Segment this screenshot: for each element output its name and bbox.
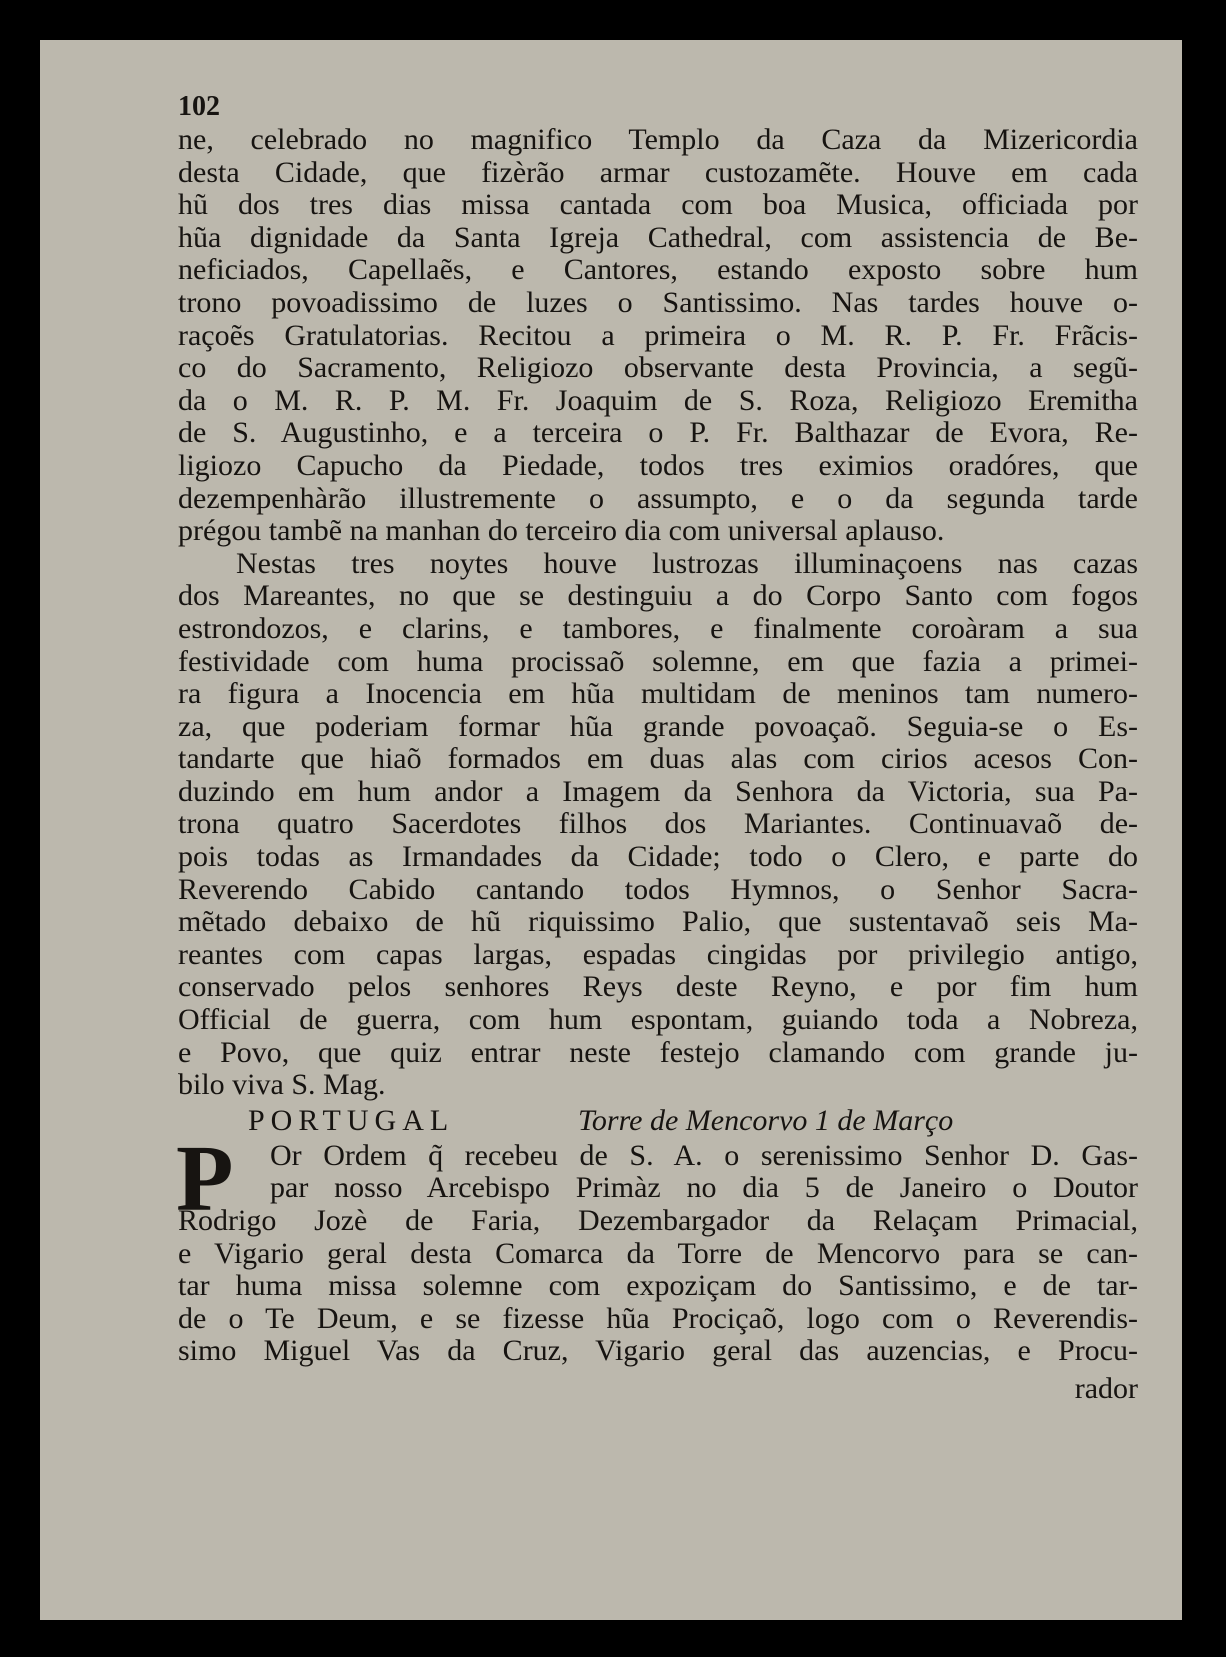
text-line: de o Te Deum, e se fizesse hũa Prociçaõ, logo com o Reverendis- <box>178 1301 1138 1335</box>
text-line: tandarte que hiaõ formados em duas alas com cirios acesos Con- <box>178 742 1138 776</box>
text-line: ligiozo Capucho da Piedade, todos tres eximios oradóres, que <box>178 448 1138 482</box>
dateline-place-date: Torre de Mencorvo 1 de Março <box>578 1103 954 1137</box>
text-line: e Vigario geral desta Comarca da Torre de Mencorvo para se can- <box>178 1236 1138 1270</box>
drop-cap: P <box>176 1126 234 1231</box>
dateline-country: PORTUGAL <box>248 1103 455 1137</box>
text-line: estrondozos, e clarins, e tambores, e finalmente coroàram a sua <box>178 611 1138 645</box>
text-line: hũ dos tres dias missa cantada com boa Musica, officiada por <box>178 188 1138 222</box>
text-line: prégou tambẽ na manhan do terceiro dia com universal aplauso. <box>178 514 945 548</box>
text-line: conservado pelos senhores Reys deste Reyno, e por fim hum <box>178 970 1138 1004</box>
page-number: 102 <box>178 91 220 122</box>
book-page <box>40 40 1182 1620</box>
text-line: e Povo, que quiz entrar neste festejo clamando com grande ju- <box>178 1035 1138 1069</box>
text-line: ra figura a Inocencia em hũa multidam de meninos tam numero- <box>178 677 1138 711</box>
text-line: tar huma missa solemne com expoziçam do Santissimo, e de tar- <box>178 1269 1138 1303</box>
text-line: co do Sacramento, Religiozo observante desta Provincia, a segũ- <box>178 351 1138 385</box>
text-line: trono povoadissimo de luzes o Santissimo. Nas tardes houve o- <box>178 285 1138 319</box>
paragraph-1 <box>132 123 1138 548</box>
text-line: mẽtado debaixo de hũ riquissimo Palio, que sustentavaõ seis Ma- <box>178 905 1138 939</box>
text-line: Nestas tres noytes houve lustrozas illuminaçoens nas cazas <box>236 546 1138 580</box>
text-line: dos Mareantes, no que se destinguiu a do Corpo Santo com fogos <box>178 579 1138 613</box>
text-line: festividade com huma procissaõ solemne, em que fazia a primei- <box>178 644 1138 678</box>
text-line: ne, celebrado no magnifico Templo da Caza da Mizericordia <box>178 123 1138 156</box>
text-line: hũa dignidade da Santa Igreja Cathedral, com assistencia de Be- <box>178 220 1138 254</box>
text-line: raçoẽs Gratulatorias. Recitou a primeira o M. R. P. Fr. Frãcis- <box>178 318 1138 352</box>
catchword: rador <box>1074 1371 1138 1405</box>
text-line: da o M. R. P. M. Fr. Joaquim de S. Roza, Religiozo Eremitha <box>178 383 1138 417</box>
text-line: par nosso Arcebispo Primàz no dia 5 de Janeiro o Doutor <box>270 1171 1138 1205</box>
text-line: trona quatro Sacerdotes filhos dos Mariantes. Continuavaõ de- <box>178 807 1138 841</box>
text-line: neficiados, Capellaẽs, e Cantores, estando exposto sobre hum <box>178 253 1138 287</box>
text-line: Official de guerra, com hum espontam, guiando toda a Nobreza, <box>178 1003 1138 1037</box>
text-line: Rodrigo Jozè de Faria, Dezembargador da Relaçam Primacial, <box>178 1204 1138 1237</box>
paragraph-3 <box>176 1126 1138 1368</box>
text-line: reantes com capas largas, espadas cingidas por privilegio antigo, <box>178 937 1138 971</box>
text-line: desta Cidade, que fizèrão armar custozamẽte. Houve em cada <box>178 155 1138 189</box>
paragraph-2 <box>132 546 1138 1102</box>
text-line: Reverendo Cabido cantando todos Hymnos, o Senhor Sacra- <box>178 872 1138 906</box>
text-line: duzindo em hum andor a Imagem da Senhora da Victoria, sua Pa- <box>178 774 1138 808</box>
text-line: de S. Augustinho, e a terceira o P. Fr. Balthazar de Evora, Re- <box>178 416 1138 450</box>
text-line: simo Miguel Vas da Cruz, Vigario geral das auzencias, e Procu- <box>178 1334 1138 1368</box>
text-line: za, que poderiam formar hũa grande povoaçaõ. Seguia-se o Es- <box>178 709 1138 743</box>
text-line: Or Ordem q̃ recebeu de S. A. o serenissimo Senhor D. Gas- <box>270 1138 1138 1172</box>
dateline <box>248 1102 1148 1140</box>
text-line: pois todas as Irmandades da Cidade; todo o Clero, e parte do <box>178 840 1138 874</box>
text-line: dezempenhàrão illustremente o assumpto, e o da segunda tarde <box>178 481 1138 515</box>
text-line: bilo viva S. Mag. <box>178 1068 386 1102</box>
